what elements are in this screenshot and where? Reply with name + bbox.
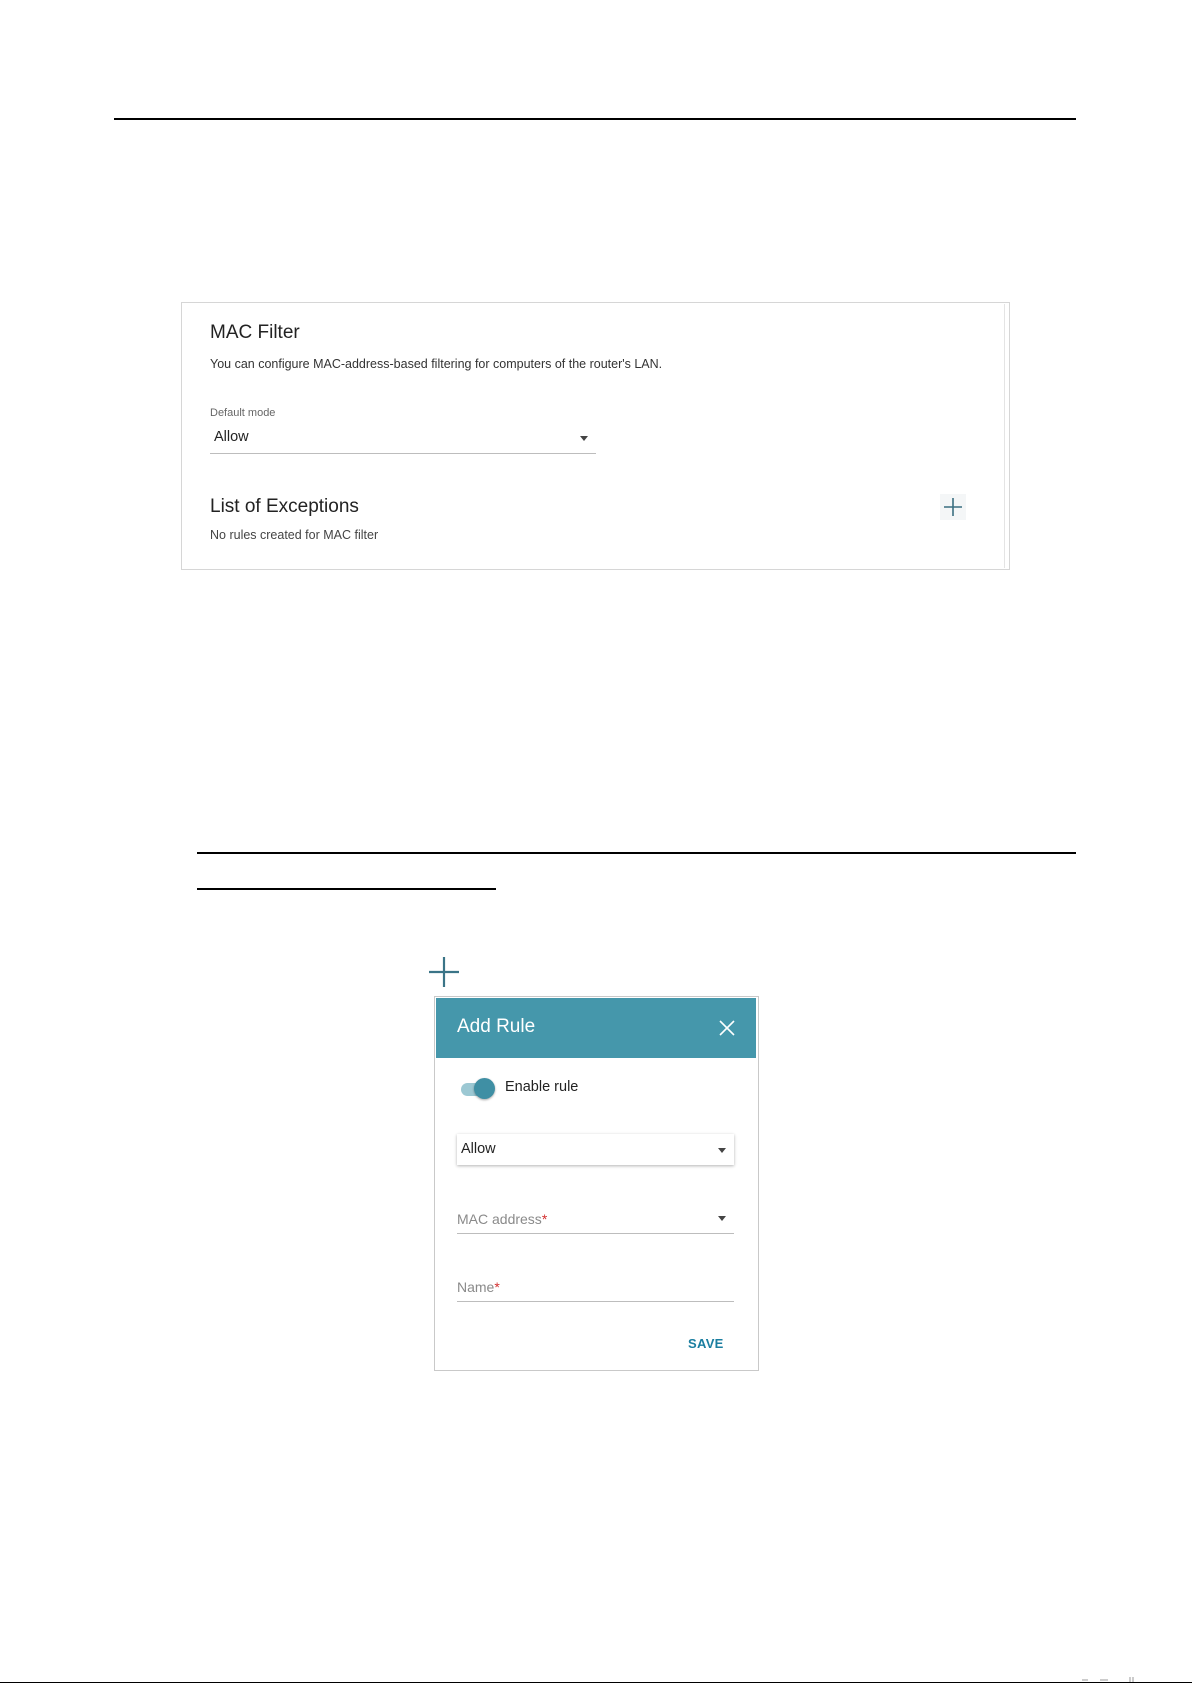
plus-icon bbox=[427, 955, 461, 989]
default-mode-value: Allow bbox=[214, 429, 249, 445]
mac-address-placeholder: MAC address* bbox=[457, 1211, 548, 1227]
name-field[interactable] bbox=[457, 1270, 734, 1302]
save-button[interactable]: SAVE bbox=[688, 1336, 724, 1351]
underline-short bbox=[197, 888, 496, 890]
exceptions-title: List of Exceptions bbox=[210, 496, 359, 517]
default-mode-select[interactable] bbox=[210, 425, 596, 454]
chevron-down-icon bbox=[718, 1148, 726, 1153]
bottom-rule bbox=[0, 1682, 1192, 1683]
chevron-down-icon bbox=[580, 436, 588, 441]
required-mark: * bbox=[494, 1279, 500, 1295]
dialog-header bbox=[436, 998, 756, 1058]
mac-address-field[interactable] bbox=[457, 1202, 734, 1234]
name-placeholder: Name* bbox=[457, 1279, 500, 1295]
mac-filter-title: MAC Filter bbox=[210, 322, 300, 343]
required-mark: * bbox=[541, 1211, 548, 1227]
exceptions-empty-text: No rules created for MAC filter bbox=[210, 528, 379, 542]
chevron-down-icon bbox=[718, 1216, 726, 1221]
rule-action-select[interactable] bbox=[457, 1134, 734, 1165]
toggle-knob bbox=[474, 1078, 495, 1099]
close-icon bbox=[716, 1017, 738, 1039]
page-edge-marks bbox=[1080, 1676, 1140, 1682]
rule-action-value: Allow bbox=[461, 1141, 496, 1157]
top-rule bbox=[114, 118, 1076, 120]
add-exception-button[interactable] bbox=[940, 494, 966, 520]
underline-long bbox=[197, 852, 1076, 854]
enable-rule-label: Enable rule bbox=[505, 1079, 579, 1095]
plus-icon bbox=[940, 494, 966, 520]
close-button[interactable] bbox=[716, 1017, 738, 1039]
dialog-title: Add Rule bbox=[457, 1016, 536, 1037]
enable-rule-toggle[interactable] bbox=[460, 1078, 496, 1100]
panel-scroll-edge bbox=[1004, 304, 1005, 568]
mac-filter-description: You can configure MAC-address-based filtering for computers of the router's LAN. bbox=[210, 357, 663, 371]
default-mode-label: Default mode bbox=[210, 407, 276, 419]
